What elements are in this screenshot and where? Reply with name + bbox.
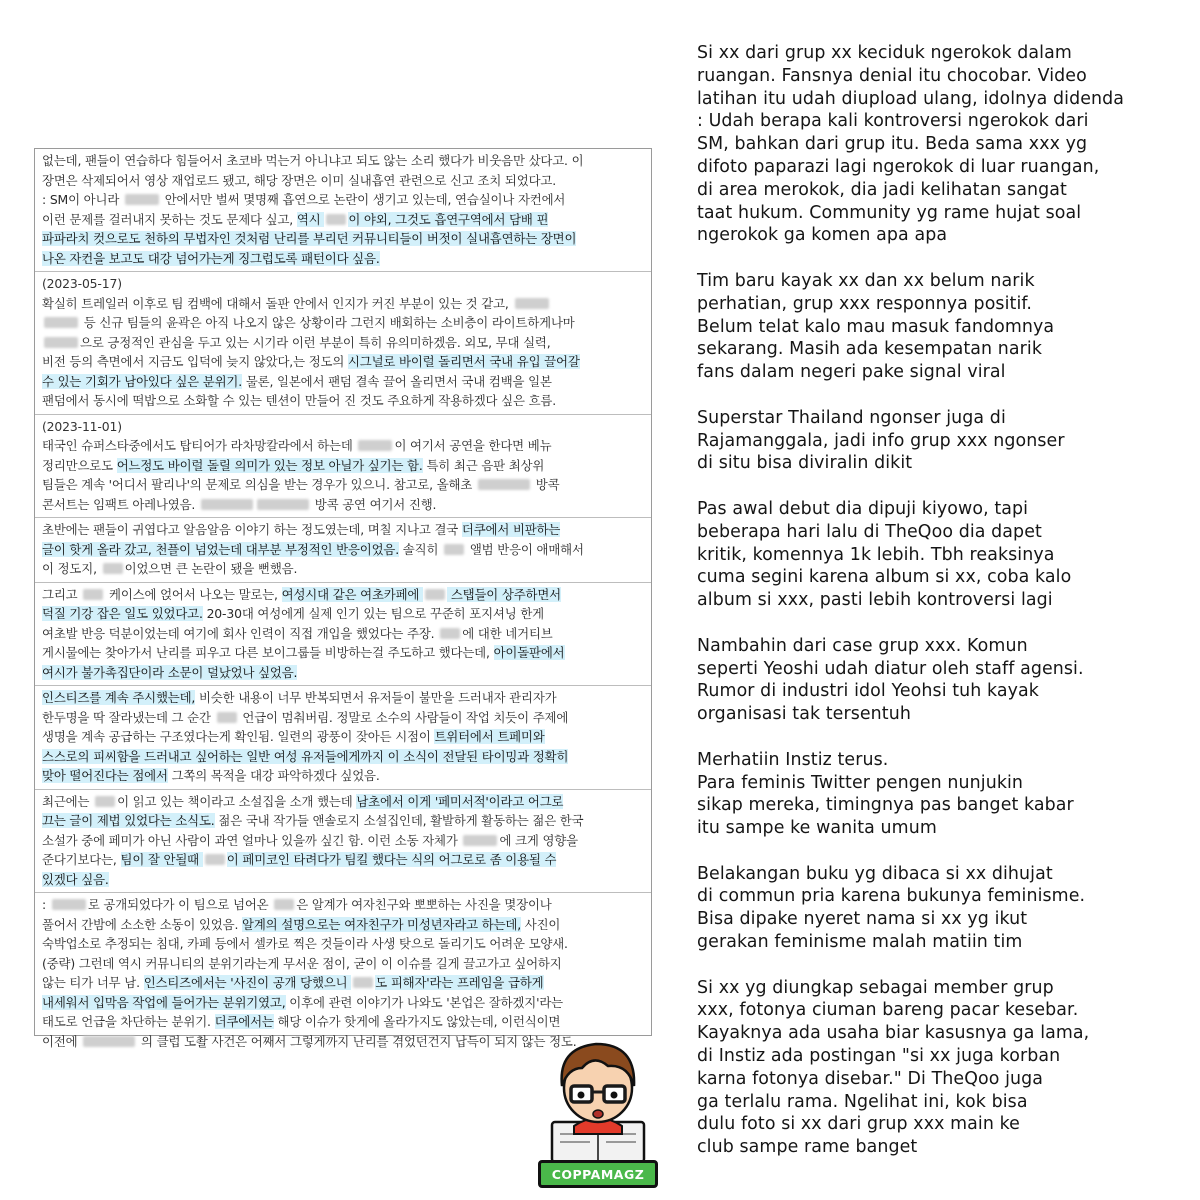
highlighted-text: 남초에서 이게 '페미서적'이라고 어그로 [356,793,564,809]
article-text: : [42,897,50,912]
article-text: 생명을 계속 공급하는 구조였다는게 확인됨. 일련의 광풍이 잦아든 시점이 [42,729,435,744]
article-section [35,414,651,518]
article-line [42,417,644,437]
highlighted-text: 나온 자컨을 보고도 대강 넘어가는게 징그럽도록 패턴이다 싶음. [42,250,380,266]
article-text: 특히 최근 음판 최상위 [422,457,545,473]
article-text: 장면은 삭제되어서 영상 재업로드 됐고, 해당 장면은 이미 실내흡연 관련으로 신고 조치 되었다고. [42,172,556,188]
article-text: 없는데, 팬들이 연습하다 힘들어서 초코바 먹는거 아니냐고 되도 않는 소리 했다가 비웃음만 샀다고. 이 [42,153,584,168]
article-text: 젊은 국내 작가들 앤솔로지 소설집인데, 활발하게 활동하는 젊은 한국 [214,813,584,828]
commentary-paragraph: Nambahin dari case grup xxx. Komun seperti Yeoshi udah diatur oleh staff agensi. Rumor di industri idol Yeohsi tuh kayak organisasi tak tersentuh [697,635,1084,725]
article-line [42,456,644,476]
article-text: 한두명을 딱 잘라냈는데 그 순간 [42,709,215,725]
article-section [35,685,651,789]
article-text: 준다기보다는, [42,852,121,867]
highlighted-text: 역시 [296,211,325,227]
article-line [42,870,644,890]
article-text: 안에서만 벌써 몇명째 흡연으로 논란이 생기고 있는데, 연습실이나 자컨에서 [160,192,566,207]
commentary-paragraph: Superstar Thailand ngonser juga di Rajamanggala, jadi info grup xxx ngonser di situ bisa diviralin dikit [697,407,1065,474]
censored-name-blur [358,440,392,451]
article-text: 언급이 멈춰버림. 정말로 소수의 사람들이 작업 치듯이 주제에 [238,709,569,725]
censored-name-blur [44,337,78,348]
commentary-column [697,42,1177,1159]
highlighted-text: 인스티즈에서는 '사진이 공개 당했으니 [143,975,352,990]
article-text: 해당 이슈가 핫게에 올라가지도 않았는데, 이런식이면 [273,1014,561,1029]
highlighted-text: 글이 핫게 올라 갔고, 천플이 넘었는데 대부분 부정적인 반응이었음. [42,541,400,557]
highlighted-text: 도 피해자'라는 프레임을 급하게 [375,975,544,990]
article-line [42,436,644,456]
article-section [35,582,651,686]
article-text: 최근에는 [42,793,94,809]
article-text: 숙박업소로 추정되는 침대, 카페 등에서 셀카로 찍은 것들이라 사생 탓으로 돌리기도 어려운 모양새. [42,936,568,951]
commentary-paragraph: Pas awal debut dia dipuji kiyowo, tapi beberapa hari lalu di TheQoo dia dapet kritik, komennya 1k lebih. Tbh reaksinya cuma segini karena album si xx, coba kalo album si xxx, pasti lebih kontroversi lagi [697,498,1072,611]
article-line [42,747,644,767]
article-text: 콘서트는 임팩트 아레나였음. [42,496,199,512]
article-line [42,372,644,392]
article-text: 이후에 관련 이야기가 나와도 '본업은 잘하겠지'라는 [285,994,563,1010]
article-text: 팬덤에서 동시에 떡밥으로 소화할 수 있는 텐션이 만들어 진 것도 주요하게 작용하겠다 싶은 흐름. [42,393,556,408]
article-line [42,190,644,210]
article-line [42,520,644,540]
article-section [35,271,651,414]
article-line [42,643,644,663]
article-line [42,688,644,708]
article-line [42,391,644,411]
article-line [42,915,644,935]
article-text: 비슷한 내용이 너무 반복되면서 유저들이 불만을 드러내자 관리자가 [195,690,557,705]
article-text: 에 대한 네거티브 [462,625,553,641]
article-line [42,624,644,644]
article-line [42,313,644,333]
commentary-paragraph: Merhatiin Instiz terus. Para feminis Twitter pengen nunjukin sikap mereka, timingnya pas banget kabar itu sampe ke wanita umum [697,749,1074,839]
article-section [35,517,651,582]
highlighted-text: 끄는 글이 제법 있었다는 소식도. [42,813,215,828]
article-text: 에 크게 영향을 [499,832,578,848]
article-line [42,352,644,372]
article-text: 솔직히 [399,541,443,557]
article-line [42,1012,644,1032]
censored-name-blur [83,589,103,600]
highlighted-text: 여성시대 같은 여초카페에 [281,586,424,602]
censored-name-blur [274,899,294,910]
article-line [42,895,644,915]
censored-name-blur [52,899,86,910]
censored-name-blur [444,544,464,555]
article-line [42,831,644,851]
censored-name-blur [44,317,78,328]
article-text: 으로 긍정적인 관심을 두고 있는 시기라 이런 부분이 특히 유의미하겠음. 외모, 무대 실력, [80,334,551,350]
article-line [42,973,644,993]
censored-name-blur [217,712,237,723]
highlighted-text: 트위터에서 트페미와 [434,729,545,744]
article-line [42,727,644,747]
article-section [35,149,651,271]
article-text: 초반에는 팬들이 귀엽다고 알음알음 이야기 하는 정도였는데, 며칠 지나고 결국 [42,522,462,537]
article-text: 태도로 언급을 차단하는 분위기. [42,1014,215,1029]
censored-name-blur [353,977,373,988]
article-text: 사진이 [521,916,561,932]
article-text: 태국인 슈퍼스타중에서도 탑티어가 라차망칼라에서 하는데 [42,438,357,453]
censored-name-blur [103,563,123,574]
article-line [42,766,644,786]
highlighted-text: 더쿠에서 비판하는 [461,522,561,537]
censored-name-blur [463,835,497,846]
article-line [42,993,644,1013]
highlighted-text: 맞아 떨어진다는 점에서 [42,768,168,783]
article-line [42,811,644,831]
article-line [42,249,644,269]
section-date: (2023-05-17) [42,276,122,291]
censored-name-blur [515,298,549,309]
article-text: 게시물에는 찾아가서 난리를 피우고 다른 보이그룹들 비방하는걸 주도하고 했다는데, [42,645,494,660]
article-text: 확실히 트레일러 이후로 팀 컴백에 대해서 돌판 안에서 인지가 커진 부분이 있는 것 같고, [42,295,513,311]
censored-name-blur [478,479,530,490]
commentary-paragraph: Belakangan buku yg dibaca si xx dihujat di commun pria karena bukunya feminisme. Bisa dipake nyeret nama si xx yg ikut gerakan feminisme malah matiin tim [697,863,1086,953]
article-text: 물론, 일본에서 팬덤 결속 끌어 올리면서 국내 컴백을 일본 [242,373,552,389]
highlighted-text: 시그널로 바이럴 돌리면서 국내 유입 끌어갈 [347,354,580,369]
article-text: 이 정도지, [42,561,101,576]
highlighted-text: 파파라치 컷으로도 천하의 무법자인 것처럼 난리를 부리던 커뮤니티들이 버젓이 실내흡연하는 장면이 [42,231,577,246]
highlighted-text: 여시가 불가촉집단이라 소문이 덜났었나 싶었음. [42,664,298,680]
mascot-logo-label: COPPAMAGZ [538,1160,658,1188]
censored-name-blur [440,628,460,639]
article-text: 의 클럽 도촬 사건은 어째서 그렇게까지 난리를 겪었던건지 납득이 되지 않는 정도. [137,1033,577,1049]
article-text: 정리만으로도 [42,457,117,473]
article-text: 로 공개되었다가 이 팀으로 넘어온 [87,897,273,912]
commentary-paragraph: Tim baru kayak xx dan xx belum narik perhatian, grup xxx responnya positif. Belum telat kalo mau masuk fandomnya sekarang. Masih ada kesempatan narik fans dalam negeri pake signal viral [697,270,1055,383]
section-date: (2023-11-01) [42,418,122,434]
korean-article-panel [34,148,652,1049]
article-text: 이전에 [42,1033,82,1049]
article-line [42,210,644,230]
article-text: 방콕 공연 여기서 진행. [311,496,437,512]
article-line [42,954,644,974]
article-text: 20-30대 여성에게 실제 인기 있는 팀으로 꾸준히 포지셔닝 한게 [202,606,544,621]
commentary-paragraph: Si xx dari grup xx keciduk ngerokok dalam ruangan. Fansnya denial itu chocobar. Video latihan itu udah diupload ulang, idolnya didenda : Udah berapa kali kontroversi ngerokok dari SM, bahkan dari grup itu. Beda sama xxx yg difoto paparazi lagi ngerokok di luar ruangan, di area merokok, dia jadi kelihatan sangat taat hukum. Community yg rame hujat soal ngerokok ga komen apa apa [697,43,1125,246]
article-text: 이런 문제를 걸러내지 못하는 것도 문제다 싶고, [42,211,297,227]
highlighted-text: 아이돌판에서 [493,645,565,660]
article-line [42,540,644,560]
highlighted-text: 인스티즈를 계속 주시했는데, [42,690,196,705]
article-line [42,495,644,515]
highlighted-text: 덕질 기강 잡은 일도 있었다고. [42,606,203,621]
mascot-illustration-icon [538,1030,658,1164]
article-section [35,789,651,893]
article-text: 이 여기서 공연을 한다면 베뉴 [394,438,552,453]
censored-name-blur [125,194,159,205]
article-line [42,934,644,954]
article-text: 이 읽고 있는 책이라고 소설집을 소개 했는데 [117,793,357,809]
highlighted-text: 내세워서 입막음 작업에 들어가는 분위기였고, [42,994,286,1010]
censored-name-blur [205,854,225,865]
article-line [42,294,644,314]
censored-name-blur [95,796,115,807]
censored-name-blur [257,499,309,510]
article-line [42,229,644,249]
highlighted-text: 이 야외, 그것도 흡연구역에서 담배 핀 [348,211,549,227]
highlighted-text: 스스로의 피씨함을 드러내고 싶어하는 일반 여성 유저들에게까지 이 소식이 전달된 타이밍과 정확히 [42,748,569,764]
article-text: 앨범 반응이 애매해서 [466,541,584,557]
article-line [42,792,644,812]
article-text: 여초발 반응 덕분이었는데 여기에 회사 인력이 직접 개입을 했었다는 주장. [42,625,439,641]
commentary-paragraph: Si xx yg diungkap sebagai member grup xxx, fotonya ciuman bareng pacar kesebar. Kayaknya ada usaha biar kasusnya ga lama, di Instiz ada postingan "si xx juga korban karna fotonya disebar." Di TheQoo juga ga terlalu rama. Ngelihat ini, kok bisa dulu foto si xx dari grup xxx main ke club sampe rame banget [697,977,1090,1158]
highlighted-text: 더쿠에서는 [214,1014,274,1029]
article-line [42,663,644,683]
censored-name-blur [326,214,346,225]
article-text: (중략) 그런데 역시 커뮤니티의 분위기라는게 무서운 점이, 굳이 이 이슈를 길게 끌고가고 싶어하지 [42,955,562,971]
highlighted-text: 스탭들이 상주하면서 [447,586,561,602]
highlighted-text: 이 페미코인 타려다가 팀킬 했다는 식의 어그로로 좀 이용될 수 [226,852,557,867]
article-text: 비전 등의 측면에서 지금도 입덕에 늦지 않았다,는 정도의 [42,354,348,369]
article-text: 않는 티가 너무 남. [42,975,144,990]
article-text: 소설가 중에 페미가 아닌 사람이 과연 얼마나 있을까 싶긴 함. 이런 소동 자체가 [42,832,462,848]
article-text: 케이스에 얹어서 나오는 말로는, [105,586,282,602]
censored-name-blur [425,589,445,600]
highlighted-text: 팀이 잘 안될때 [120,852,203,867]
censored-name-blur [201,499,253,510]
highlighted-text: 있겠다 싶음. [42,871,109,887]
coppamagz-mascot [538,1030,658,1196]
highlighted-text: 어느정도 바이럴 돌릴 의미가 있는 정보 아닐가 싶기는 함. [116,457,423,473]
article-line [42,475,644,495]
article-line [42,151,644,171]
article-line [42,559,644,579]
article-text: 방콕 [531,477,560,492]
article-line [42,333,644,353]
article-text: 풀어서 간밤에 소소한 소동이 있었음. [42,916,243,932]
article-text: 이었으면 큰 논란이 됐을 뻔했음. [124,561,298,576]
article-text: 그리고 [42,586,82,602]
article-line [42,585,644,605]
article-line [42,604,644,624]
article-text: 팀들은 계속 '어디서 팔리나'의 문제로 의심을 받는 경우가 있으니. 참고로, 올해초 [42,477,476,492]
article-text: 은 알계가 여자친구와 뽀뽀하는 사진을 몇장이나 [296,897,552,912]
article-line [42,850,644,870]
article-line [42,171,644,191]
highlighted-text: 수 있는 기회가 남아있다 싶은 분위기. [42,373,243,389]
article-text: 그쪽의 목적을 대강 파악하겠다 싶었음. [167,768,380,783]
article-text: : SM이 아니라 [42,192,123,207]
article-text: 등 신규 팀들의 윤곽은 아직 나오지 않은 상황이라 그런지 배회하는 소비층이 라이트하게나마 [80,315,575,330]
highlighted-text: 알계의 설명으로는 여자친구가 미성년자라고 하는데, [242,916,521,932]
article-line [42,708,644,728]
censored-name-blur [83,1036,135,1047]
article-line [42,274,644,294]
